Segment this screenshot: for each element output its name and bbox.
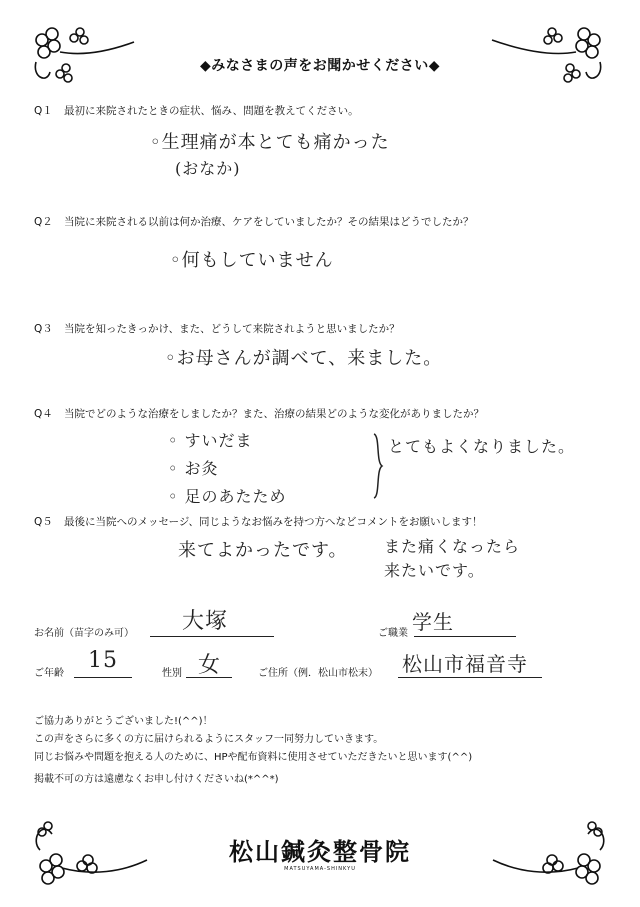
gender-value: 女 [198, 653, 222, 678]
question-number: Q５ [34, 516, 53, 528]
page-title: ◆みなさまの声をお聞かせください◆ [199, 58, 441, 74]
age-label: ご年齢 [34, 668, 64, 679]
age-value: 15 [88, 648, 118, 673]
question-5 [34, 514, 483, 529]
address-value: 松山市福音寺 [402, 652, 528, 676]
question-2 [34, 214, 474, 229]
answer-5-left: 来てよかったです。 [178, 540, 348, 561]
job-underline [414, 636, 516, 637]
question-number: Q４ [34, 408, 53, 420]
answer-1-line-1: ◦生理痛が本とても痛かった [150, 132, 390, 153]
brace-icon [372, 432, 384, 500]
name-label: お名前（苗字のみ可） [34, 628, 134, 639]
answer-4-result: とてもよくなりました。 [388, 437, 576, 456]
name-underline [150, 636, 274, 637]
answer-5-right-line-2: 来たいです。 [384, 561, 485, 580]
question-3 [34, 321, 400, 336]
question-text: 当院でどのような治療をしましたか？また、治療の結果どのような変化がありましたか？ [64, 408, 484, 420]
answer-4-item: ◦ 足のあたため [168, 487, 287, 506]
job-label: ご職業 [378, 628, 408, 639]
job-value: 学生 [412, 610, 454, 634]
address-label: ご住所（例．松山市松末） [258, 668, 378, 679]
question-number: Q３ [34, 323, 53, 335]
question-text: 最後に当院へのメッセージ、同じようなお悩みを持つ方へなどコメントをお願いします！ [64, 516, 483, 528]
footer-line-2: この声をさらに多くの方に届けられるようにスタッフ一同努力していきます。 [34, 734, 384, 745]
clinic-subtitle: MATSUYAMA-SHINKYU [284, 866, 356, 872]
age-underline [74, 677, 132, 678]
question-number: Q１ [34, 105, 53, 117]
question-text: 当院に来院される以前は何か治療、ケアをしていましたか？その結果はどうでしたか？ [64, 216, 474, 228]
question-4 [34, 406, 484, 421]
footer-line-1: ご協力ありがとうございました!(^^)！ [34, 716, 213, 727]
question-text: 当院を知ったきっかけ、また、どうして来院されようと思いましたか？ [64, 323, 400, 335]
question-number: Q２ [34, 216, 53, 228]
name-value: 大塚 [182, 609, 229, 634]
question-1 [34, 103, 359, 118]
footer-line-3: 同じお悩みや問題を抱える人のために、HPや配布資料に使用させていただきたいと思います(^^) [34, 752, 473, 763]
answer-2: ◦何もしていません [170, 250, 334, 271]
address-underline [398, 677, 542, 678]
answer-4-item: ◦ すいだま [168, 431, 253, 450]
clinic-name: 松山鍼灸整骨院 [229, 837, 411, 866]
answer-3: ◦お母さんが調べて、来ました。 [165, 348, 443, 369]
answer-5-right-line-1: また痛くなったら [384, 537, 521, 556]
answer-1-line-2: (おなか) [175, 159, 241, 178]
footer-line-4: 掲載不可の方は遠慮なくお申し付けくださいね(*^^*) [34, 774, 279, 785]
answer-4-item: ◦ お灸 [168, 459, 219, 478]
question-text: 最初に来院されたときの症状、悩み、問題を教えてください。 [64, 105, 359, 117]
gender-label: 性別 [162, 668, 182, 679]
